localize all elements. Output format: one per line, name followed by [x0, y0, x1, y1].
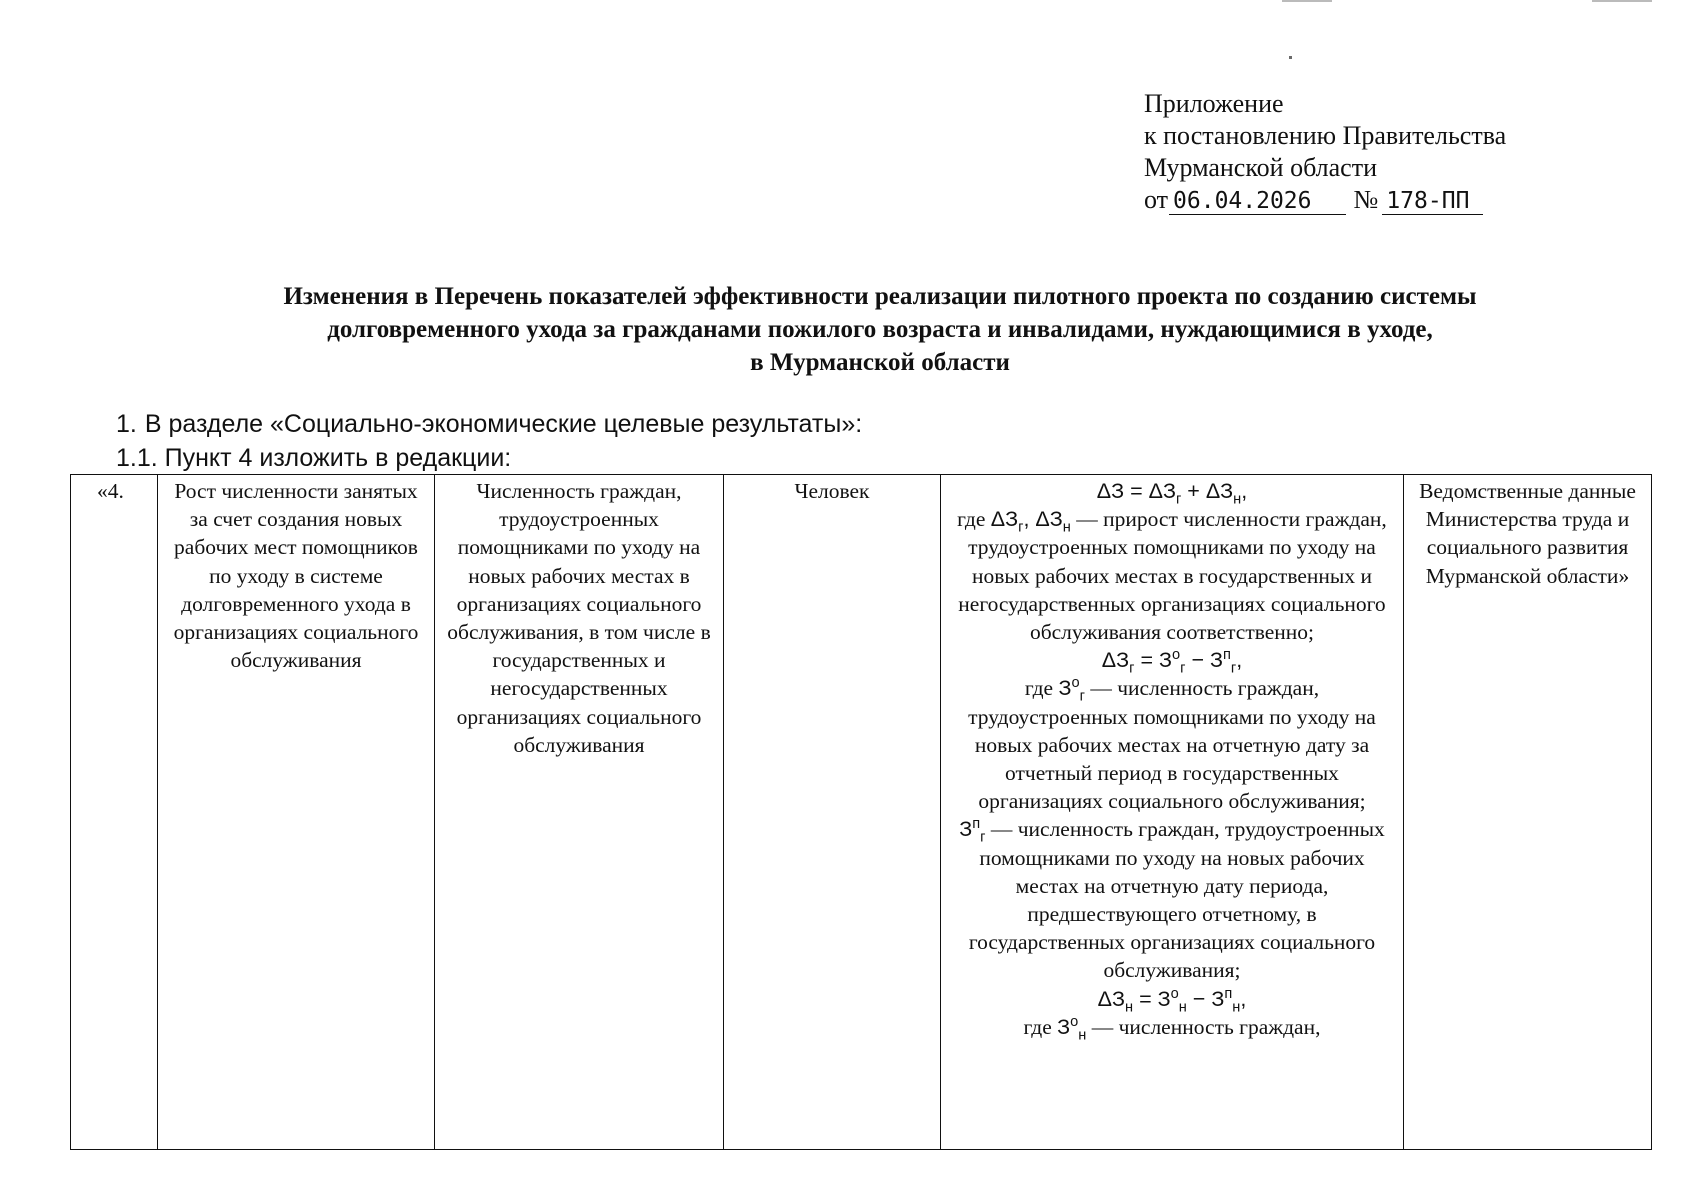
title-line-1: Изменения в Перечень показателей эффективности реализации пилотного проекта по созданию системы [283, 283, 1477, 310]
formula-nongovernment-explanation: где $З^о_н$ — численность граждан, [1023, 1013, 1321, 1044]
scan-speck [1282, 0, 1332, 2]
formula-total: $\Delta З = \Delta З_г + \Delta З_н$, [1096, 479, 1248, 508]
appendix-line-1: Приложение [1144, 89, 1284, 118]
title-line-2: долговременного ухода за гражданами пожилого возраста и инвалидами, нуждающимися в уходе, [327, 316, 1433, 343]
calculation-method-cell [941, 475, 1404, 1150]
scan-speck [1289, 56, 1292, 59]
formula-government-explanation-2: $З^п_г$ — численность граждан, трудоустроенных помощниками по уходу на новых рабочих местах на отчетную дату периода, предшествующего отчетному, в государственных организациях социального обслуживания; [959, 816, 1385, 983]
from-label: от [1144, 185, 1169, 214]
section-heading-1-1 [116, 444, 511, 473]
formula-government: $\Delta З_г = З^о_г - З^п_г$, [1101, 647, 1243, 677]
section-heading-1 [116, 410, 862, 439]
row-number-cell: «4. [71, 475, 158, 1150]
table-row [71, 475, 1652, 1150]
indicator-name-cell: Рост численности занятых за счет создания новых рабочих мест помощников по уходу в системе долговременного ухода в организациях социального обслуживания [158, 475, 435, 1150]
section-text: В разделе «Социально-экономические целевые результаты»: [144, 410, 863, 438]
appendix-block [1144, 88, 1506, 216]
indicator-definition-cell: Численность граждан, трудоустроенных помощниками по уходу на новых рабочих местах в организациях социального обслуживания, в том числе в государственных и негосударственных организациях социального обслуживания [435, 475, 724, 1150]
formula-nongovernment: $\Delta З_н = З^о_н - З^п_н$, [1097, 985, 1247, 1015]
resolution-date: 06.04.2026 [1169, 188, 1345, 215]
title-line-3: в Мурманской области [750, 349, 1010, 376]
indicators-table [70, 474, 1652, 1150]
document-title [60, 280, 1699, 379]
section-number: 1. [116, 410, 137, 438]
scan-speck [1592, 0, 1652, 2]
formula-government-explanation-1: где $З^о_г$ — численность граждан, трудоустроенных помощниками по уходу на новых рабочих местах на отчетную дату за отчетный период в государственных организациях социального обслуживания; [968, 675, 1376, 814]
appendix-date-line [1144, 184, 1506, 216]
formula-total-explanation: где $\Delta З_г$, $\Delta З_н$ — прирост численности граждан, трудоустроенных помощниками по уходу на новых рабочих местах в государственных и негосударственных организациях социального обслуживания соответственно; [957, 507, 1387, 645]
subsection-text: 1.1. Пункт 4 изложить в редакции: [116, 444, 512, 472]
resolution-number: 178-ПП [1382, 188, 1483, 215]
number-label: № [1353, 185, 1379, 214]
appendix-line-2: к постановлению Правительства [1144, 121, 1507, 150]
unit-cell: Человек [724, 475, 941, 1150]
appendix-line-3: Мурманской области [1144, 153, 1377, 182]
data-source-cell: Ведомственные данные Министерства труда и социального развития Мурманской области» [1404, 475, 1652, 1150]
